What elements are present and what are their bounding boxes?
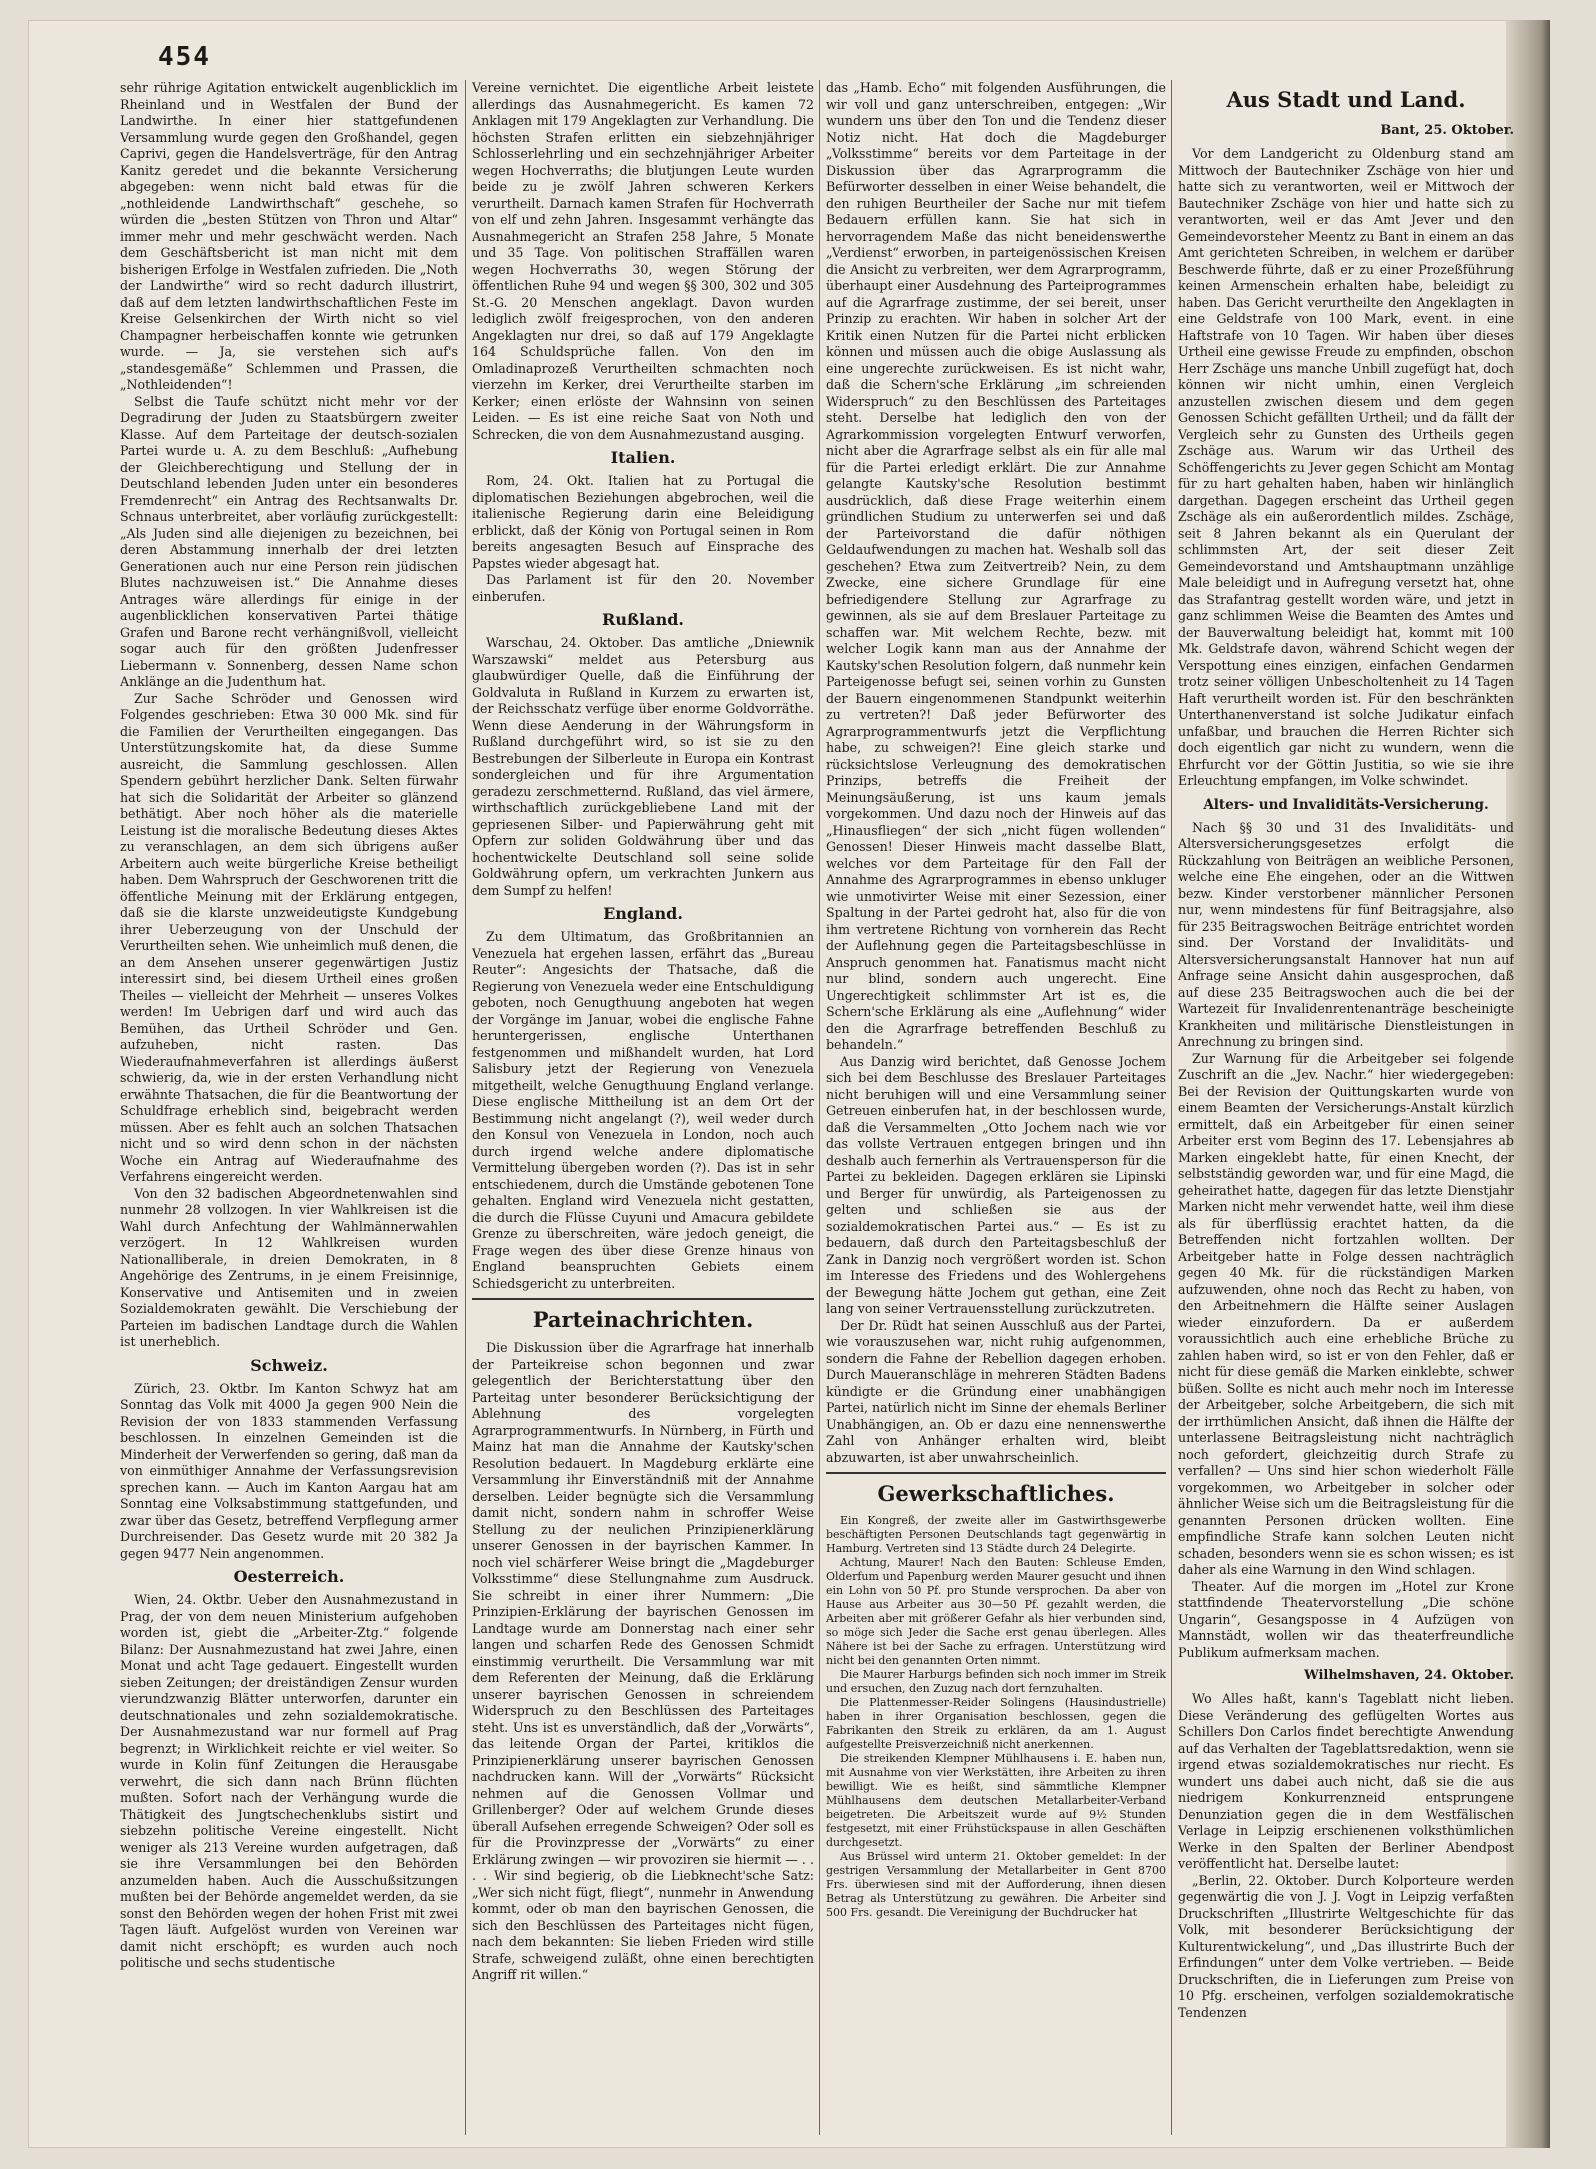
article-paragraph: Warschau, 24. Oktober. Das amtliche „Dniewnik Warszawski“ meldet aus Petersburg aus glaubwürdiger Quelle, daß die Einführung der Goldvaluta in Rußland in Kurzem zu erwarten ist, der Reichsschatz verfüge über enorme Goldvorräthe. Wenn diese Aenderung in der Währungsform in Rußland durchgeführt wird, so ist sie zu den Bestrebungen der Silberleute in Europa ein Kontrast sondergleichen und für ihre Argumentation geradezu zerschmetternd. Rußland, das viel ärmere, wirthschaftlich zurückgebliebene Land mit der gepriesenen Silber- und Papierwährung geht mit Opfern zur soliden Goldwährung über und das hochentwickelte Deutschland soll seine solide Goldwährung opfern, um verkrachten Junkern aus dem Sumpf zu helfen! <box>472 635 814 898</box>
article-paragraph: Wo Alles haßt, kann's Tageblatt nicht lieben. Diese Veränderung des geflügelten Wortes aus Schillers Don Carlos findet berechtigte Anwendung auf das Verhalten der Tageblattsredaktion, wenn sie irgend etwas sozialdemokratisches nur riecht. Es wundert uns dabei auch nicht, daß sie die aus niedrigem Konkurrenzneid entsprungene Denunziation gegen die in dem Westfälischen Verlage in Leipzig erschienenen volksthümlichen Werke in den Spalten der Berliner Abendpost veröffentlicht hat. Derselbe lautet: <box>1178 1691 1514 1871</box>
column-1 <box>120 80 458 2135</box>
column-rule <box>819 80 820 2135</box>
article-paragraph: Von den 32 badischen Abgeordnetenwahlen sind nunmehr 28 vollzogen. In vier Wahlkreisen ist die Wahl durch Anfechtung der Wahlmännerwahlen verzögert. In 12 Wahlkreisen wurden Nationalliberale, in dreien Demokraten, in 8 Angehörige des Zentrums, in je einem Freisinnige, Konservative und Antisemiten und in zweien Sozialdemokraten gewählt. Die Verschiebung der Parteien im badischen Landtage durch die Wahlen ist unerheblich. <box>120 1185 458 1349</box>
article-paragraph: Nach §§ 30 und 31 des Invaliditäts- und Altersversicherungsgesetzes erfolgt die Rückzahlung von Beiträgen an weibliche Personen, welche eine Ehe eingehen, oder an die Wittwen bezw. Kinder verstorbener männlicher Personen nur, wenn mindestens für fünf Beitragsjahre, also für 235 Beitragswochen Beiträge entrichtet worden sind. Der Vorstand der Invaliditäts- und Altersversicherungsanstalt Hannover hat nun auf Anfrage seine Ansicht dahin ausgesprochen, daß auf diese 235 Beitragswochen auch die bei der Wartezeit für Invalidenrentenanträge bescheinigte Krankheiten und militärische Dienstleistungen in Anrechnung zu bringen sind. <box>1178 819 1514 1049</box>
section-divider <box>472 1298 814 1300</box>
section-heading-oesterreich: Oesterreich. <box>233 1567 345 1586</box>
section-heading-alters-versicherung: Alters- und Invaliditäts-Versicherung. <box>1203 796 1489 813</box>
column-2 <box>472 80 814 2135</box>
dateline: Wilhelmshaven, 24. Oktober. <box>1304 1668 1514 1683</box>
article-paragraph: Aus Danzig wird berichtet, daß Genosse Jochem sich bei dem Beschlusse des Breslauer Parteitages nicht beruhigen will und eine Versammlung seiner Getreuen einberufen hat, in der beschlossen wurde, daß die Versammelten „Otto Jochem nach wie vor das vollste Vertrauen entgegen bringen und ihn deshalb auch fernerhin als Vertrauensperson für die Partei zu bekleiden. Dagegen erklären sie Lipinski und Berger für unwürdig, als Parteigenossen zu gelten und schließen sie aus der sozialdemokratischen Partei aus.“ — Es ist zu bedauern, daß durch den Parteitagsbeschluß der Zank in Danzig noch vergrößert worden ist. Schon im Interesse des Friedens und des Wohlergehens der Bewegung hätte Jochem gut gethan, eine Zeit lang von seiner Vertrauensstellung zurückzutreten. <box>826 1053 1166 1316</box>
section-heading-russland: Rußland. <box>602 610 684 629</box>
article-paragraph: Zur Sache Schröder und Genossen wird Folgendes geschrieben: Etwa 30 000 Mk. sind für die Familien der Verurtheilten eingegangen. Das Unterstützungskomite hat, da diese Summe ausreicht, die Sammlung geschlossen. Allen Spendern gebührt herzlicher Dank. Selten fürwahr hat sich die Solidarität der Arbeiter so glänzend bethätigt. Aber noch höher als die materielle Leistung ist die moralische Bedeutung dieses Aktes zu veranschlagen, an dem sich übrigens außer Arbeitern auch weite bürgerliche Kreise betheiligt haben. Dem Wahrspruch der Geschworenen tritt die öffentliche Meinung mit der Erklärung entgegen, daß sie die klarste unzweideutigste Kundgebung ihrer Ueberzeugung von der Unschuld der Verurtheilten sehen. Wie unheimlich muß denen, die an dem Ansehen unserer gegenwärtigen Justiz interessirt sind, bei diesem Urtheil eines großen Theiles — vielleicht der Mehrheit — unseres Volkes werden! Im Uebrigen darf und wird auch das Bemühen, das Urtheil Schröder und Gen. aufzuheben, nicht rasten. Das Wiederaufnahmeverfahren ist allerdings äußerst schwierig, da, wie in der ersten Verhandlung nicht erwähnte Thatsachen, die für die Beantwortung der Schuldfrage erheblich sind, beigebracht werden müssen. Aber es fehlt auch an solchen Thatsachen nicht und so wird denn schon in der nächsten Woche ein Antrag auf Wiederaufnahme des Verfahrens eingereicht werden. <box>120 690 458 1184</box>
notice-paragraph: Die Plattenmesser-Reider Solingens (Hausindustrielle) haben in ihrer Organisation beschlossen, gegen die Fabrikanten den Streik zu erklären, da am 1. August aufgestellte Preisverzeichniß nicht anerkennen. <box>826 1696 1166 1751</box>
article-paragraph: Vor dem Landgericht zu Oldenburg stand am Mittwoch der Bautechniker Zschäge von hier und hatte sich zu verantworten, weil er Mittwoch der Bautechniker Zschäge von hier und hatte sich zu verantworten, weil er das Amt Jever und den Gemeindevorsteher Meentz zu Bant in einem an das Amt gerichteten Schreiben, in welchem er darüber Beschwerde führte, daß er zu einer Prozeßführung keinen Armenschein erhalten habe, beleidigt zu haben. Das Gericht verurtheilte den Angeklagten in eine Geldstrafe von 100 Mark, event. in eine Haftstrafe von 10 Tagen. Wir haben über dieses Urtheil eine gewisse Freude zu empfinden, obschon Herr Zschäge uns manche Unbill zugefügt hat, doch können wir nicht umhin, einen Vergleich anzustellen zwischen diesem und dem gegen Genossen Schicht gefällten Urtheil; und da fällt der Vergleich sehr zu Gunsten des Urtheils gegen Zschäge aus. Warum wir das Urtheil des Schöffengerichts zu Jever gegen Schicht am Montag für zu hart gehalten haben, haben wir hinlänglich dargethan. Dagegen erscheint das Urtheil gegen Zschäge als ein außerordentlich mildes. Zschäge, seit 8 Jahren bekannt als ein Querulant der schlimmsten Art, der seit dieser Zeit Gemeindevorstand und Amtshauptmann unzählige Male beleidigt und in Aufregung versetzt hat, ohne das Strafantrag gestellt worden wäre, und jetzt in ganz schlimmen Weise die Beamten des Amtes und der Bauverwaltung beleidigt hat, kommt mit 100 Mk. Geldstrafe davon, während Schicht wegen der Verspottung eines einzigen, einfachen Gendarmen trotz seiner völligen Unbescholtenheit zu 14 Tagen Haft verurtheilt worden ist. Für den beschränkten Unterthanenverstand ist solche Judikatur einfach unfaßbar, und brauchen die Herren Richter sich doch eigentlich gar nicht zu wundern, wenn die Ehrfurcht vor der Göttin Justitia, so wie sie ihre Erleuchtung empfangen, im Volke schwindet. <box>1178 146 1514 788</box>
article-paragraph: Zürich, 23. Oktbr. Im Kanton Schwyz hat am Sonntag das Volk mit 4000 Ja gegen 900 Nein die Revision der von 1833 stammenden Verfassung beschlossen. In einzelnen Gemeinden ist die Minderheit der Verwerfenden so gering, daß man da von einmüthiger Annahme der Verfassungsrevision sprechen kann. — Auch im Kanton Aargau hat am Sonntag eine Volksabstimmung stattgefunden, und zwar über das Gesetz, betreffend Verpflegung armer Durchreisender. Das Gesetz wurde mit 20 382 Ja gegen 9477 Nein angenommen. <box>120 1380 458 1561</box>
dateline: Bant, 25. Oktober. <box>1380 123 1514 138</box>
article-paragraph: Theater. Auf die morgen im „Hotel zur Krone stattfindende Theatervorstellung „Die schöne Ungarin“, Gesangsposse in 4 Aufzügen von Mannstädt, wollen wir das theaterfreundliche Publikum aufmerksam machen. <box>1178 1578 1514 1660</box>
section-heading-stadt-und-land: Aus Stadt und Land. <box>1226 87 1466 112</box>
article-paragraph: Die Diskussion über die Agrarfrage hat innerhalb der Parteikreise schon begonnen und zwar gelegentlich der Berichterstattung über den Parteitag unter besonderer Berücksichtigung der Ablehnung des vorgelegten Agrarprogrammentwurfs. In Nürnberg, in Fürth und Mainz hat man die Annahme der Kautsky'schen Resolution bedauert. In Magdeburg erklärte eine Versammlung ihr Einverständniß mit der Annahme derselben. Leider begnügte sich die Versammlung damit nicht, sondern nahm in schroffer Weise Stellung zu der neulichen Prinzipienerklärung unserer Genossen in der bayrischen Kammer. In noch viel schärferer Weise bringt die „Magdeburger Volksstimme“ diese Stellungnahme zum Ausdruck. Sie schreibt in einer ihrer Nummern: „Die Prinzipien-Erklärung der bayrischen Genossen im Landtage wurde am Donnerstag nach einer sehr langen und scharfen Rede des Genossen Schmidt einstimmig verurtheilt. Die Versammlung war mit dem Referenten der Meinung, daß die Erklärung unserer bayrischen Genossen in schreiendem Widerspruch zu den Beschlüssen des Parteitages steht. Uns ist es unverständlich, daß der „Vorwärts“, das leitende Organ der Partei, kritiklos die Prinzipienerklärung unserer bayrischen Genossen nachdrucken kann. Will der „Vorwärts“ Rücksicht nehmen auf die Genossen Vollmar und Grillenberger? Oder auf welchem Grunde dieses überall Aufsehen erregende Schweigen? Oder soll es für die Provinzpresse der „Vorwärts“ zu einer Erklärung zwingen — wir provoziren sie hiermit — . . . . Wir sind begierig, ob die Liebknecht'sche Satz: „Wer sich nicht fügt, fliegt“, nunmehr in Anwendung kommt, oder ob man den bayrischen Genossen, die sich den Beschlüssen des Parteitages nicht fügen, nach dem bekannten: Sie lieben Frieden wird stille Strafe, schweigend zuläßt, ohne einen berechtigten Angriff rit willen.“ <box>472 1340 814 1982</box>
article-paragraph: Das Parlament ist für den 20. November einberufen. <box>472 572 814 604</box>
notice-paragraph: Achtung, Maurer! Nach den Bauten: Schleuse Emden, Olderfum und Papenburg werden Maurer gesucht und ihnen ein Lohn von 50 Pf. pro Stunde versprochen. Da aber von Hause aus Arbeiter aus 30—50 Pf. gezahlt werden, die Arbeiten aber mit größerer Gefahr als hier verbunden sind, so möge sich Jeder die Sache erst genau überlegen. Alles Nähere ist bei der Sache zu erfragen. Unterstützung wird nicht bei den genannten Orten nimmt. <box>826 1556 1166 1667</box>
article-paragraph: das „Hamb. Echo“ mit folgenden Ausführungen, die wir voll und ganz unterschreiben, entgegen: „Wir wundern uns über den Ton und die Tendenz dieser Notiz nicht. Hat doch die Magdeburger „Volksstimme“ bereits vor dem Parteitage in der Diskussion über das Agrarprogramm die Befürworter desselben in einer Weise behandelt, die den ruhigen Beurtheiler der Sache nur mit tiefem Bedauern erfüllen kann. Sie hat sich in hervorragendem Maße das nicht beneidenswerthe „Verdienst“ erworben, in parteigenössischen Kreisen die Ansicht zu verbreiten, wer dem Agrarprogramm, überhaupt einer Ausdehnung des Parteiprogrammes auf die Agrarfrage zustimme, der sei bereit, unser Prinzip zu erachten. Wir haben in solcher Art der Kritik einen Nutzen für die Partei nicht erblicken können und müssen auch die obige Auslassung als eine ungerechte zurückweisen. Es ist nicht wahr, daß die Schern'sche Erklärung „im schreienden Widerspruch“ zu den Beschlüssen des Parteitages steht. Derselbe hat lediglich den von der Agrarkommission vorgelegten Entwurf verworfen, nicht aber die Agrarfrage selbst als ein für alle mal für die Partei erledigt erklärt. Die zur Annahme gelangte Kautsky'sche Resolution bestimmt ausdrücklich, daß diese Frage weiterhin einem gründlichen Studium zu unterwerfen sei und daß der Parteivorstand die dafür nöthigen Geldaufwendungen zu machen hat. Weshalb soll das geschehen? Etwa zum Zeitvertreib? Nein, zu dem Zwecke, eine sichere Grundlage für eine befriedigendere Stellung zur Agrarfrage zu gewinnen, als sie auf dem Breslauer Parteitage zu schaffen war. Mit welchem Rechte, bezw. mit welcher Logik kann man aus der Annahme der Kautsky'schen Resolution folgern, daß nunmehr kein Parteigenosse befugt sei, seinen vorhin zu Gunsten der Bauern eingenommenen Standpunkt weiterhin zu vertreten?! Daß jeder Befürworter des Agrarprogrammentwurfs jetzt die Verpflichtung habe, zu schweigen?! Eine gleich starke und rücksichtslose Verleugnung des demokratischen Prinzips, betreffs die Freiheit der Meinungsäußerung, ist uns kaum jemals vorgekommen. Und dazu noch der Hinweis auf das „Hinausfliegen“ der sich „nicht fügen wollenden“ Genossen! Dieser Hinweis macht dasselbe Blatt, welches vor dem Parteitage für den Fall der Annahme des Agrarprogrammes in ebenso unkluger wie unmotivirter Weise mit einer Sezession, einer Spaltung in der Partei gedroht hat, also für die von ihm vertretene Richtung von vornherein das Recht der Auflehnung gegen die Parteitagsbeschlüsse in Anspruch genommen hat. Fanatismus macht nicht nur blind, sondern auch ungerecht. Eine Ungerechtigkeit schlimmster Art ist es, die Schern'sche Erklärung als eine „Auflehnung“ wider den die Agrarfrage betreffenden Beschluß zu behandeln.“ <box>826 80 1166 1052</box>
article-paragraph: Selbst die Taufe schützt nicht mehr vor der Degradirung der Juden zu Staatsbürgern zweiter Klasse. Auf dem Parteitage der deutsch-sozialen Partei wurde u. A. zu dem Beschluß: „Aufhebung der Gleichberechtigung und Stellung der in Deutschland lebenden Juden unter ein besonderes Fremdenrecht“ ein Antrag des Rechtsanwalts Dr. Schnaus unterbreitet, aber vorläufig zurückgestellt: „Als Juden sind alle diejenigen zu bezeichnen, bei deren Abstammung innerhalb der drei letzten Generationen auch nur eine Person rein jüdischen Blutes nachzuweisen ist.“ Die Annahme dieses Antrages wäre allerdings für einige in der augenblicklichen konservativen Partei thätige Grafen und Barone recht verhängnißvoll, vielleicht sogar auch für den größten Judenfresser Liebermann v. Sonnenberg, dessen Name schon Anklänge an die Judenthum hat. <box>120 393 458 689</box>
page-number: 454 <box>158 42 211 72</box>
article-paragraph: „Berlin, 22. Oktober. Durch Kolporteure werden gegenwärtig die von J. J. Vogt in Leipzig verfaßten Druckschriften „Illustrirte Weltgeschichte für das Volk, mit besonderer Berücksichtigung der Kulturentwickelung“, und „Das illustrirte Buch der Erfindungen“ unter dem Volke vertrieben. — Beide Druckschriften, die in Lieferungen zum Preise von 10 Pfg. erscheinen, verfolgen sozialdemokratische Tendenzen <box>1178 1872 1514 2020</box>
article-paragraph: Der Dr. Rüdt hat seinen Ausschluß aus der Partei, wie vorauszusehen war, nicht ruhig aufgenommen, sondern die Fahne der Rebellion dagegen erhoben. Durch Maueranschläge in mehreren Städten Badens kündigte er die Gründung einer unabhängigen Partei, natürlich nicht im Sinne der ehemals Berliner Unabhängigen, an. Ob er dazu eine nennenswerthe Zahl von Anhänger erhalten wird, bleibt abzuwarten, ist aber unwahrscheinlich. <box>826 1317 1166 1465</box>
article-paragraph: Wien, 24. Oktbr. Ueber den Ausnahmezustand in Prag, der von dem neuen Ministerium aufgehoben worden ist, giebt die „Arbeiter-Ztg.“ folgende Bilanz: Der Ausnahmezustand hat zwei Jahre, einen Monat und acht Tage gedauert. Eingestellt wurden sieben Zeitungen; der dreiständigen Zensur wurden vierundzwanzig Blätter unterworfen, darunter ein deutschnationales und zehn sozialdemokratische. Der Ausnahmezustand war nur formell auf Prag begrenzt; in Wirklichkeit reichte er viel weiter. So wurde in Kolin fünf Zeitungen die Herausgabe verwehrt, die sich dann nach Brünn flüchten mußten. Sofort nach der Verhängung wurde die Thätigkeit des Jungtschechenklubs sistirt und siebzehn politische Vereine eingestellt. Nicht weniger als 213 Vereine wurden aufgetragen, daß sie ihre Versammlungen bei den Behörden anzumelden haben. Auch die Ausschußsitzungen mußten bei der Behörde angemeldet werden, da sie sonst den Behörden wegen der hohen Frist mit zwei Tagen läuft. Aufgelöst wurden von Vereinen war damit nicht erschöpft; es wurden auch noch politische und sechs studentische <box>120 1592 458 1970</box>
notice-paragraph: Aus Brüssel wird unterm 21. Oktober gemeldet: In der gestrigen Versammlung der Metallarbeiter in Gent 8700 Frs. überwiesen sind mit der Aufforderung, ihnen diesen Betrag als Unterstützung zu gewähren. Die Arbeiter sind 500 Frs. gesandt. Die Vereinigung der Buchdrucker hat <box>826 1850 1166 1919</box>
newspaper-page <box>28 20 1550 2148</box>
article-paragraph: Zur Warnung für die Arbeitgeber sei folgende Zuschrift an die „Jev. Nachr.“ hier wiedergegeben: Bei der Revision der Quittungskarten wurde von einem Beamten der Versicherungs-Anstalt kürzlich ermittelt, daß ein Arbeitgeber für einen seiner Arbeiter erst vom Beginn des 17. Lebensjahres ab Marken eingeklebt hatte, für einen Knecht, der selbstständig geworden war, und für eine Magd, die geheirathet hatte, dagegen für das letzte Dienstjahr Marken nicht mehr verwendet hatte, weil ihm diese als für überflüssig erachtet hatten, da die Betreffenden nicht fortzahlen wollten. Der Arbeitgeber hatte in Folge dessen nachträglich gegen 40 Mk. für die rückständigen Marken aufzuwenden, ohne noch das Recht zu haben, von den Arbeitnehmern die Hälfte seiner Auslagen wieder einzufordern. Da er außerdem voraussichtlich auch eine erhebliche Brüche zu zahlen haben wird, so ist er von den Fehler, daß er nicht für diese gemäß die Marken einklebte, schwer büßen. Sollte es nicht auch mehr noch im Interesse der Arbeitgeber, solche Arbeitgebern, die sich mit der irrthümlichen Ansicht, daß ihnen die Hälfte der unterlassene Beitragsleistung nicht nachträglich noch gefordert, gleichzeitig durch Strafe zu verfallen? — Uns sind hier schon wiederholt Fälle vorgekommen, wo Arbeitgeber in solcher oder ähnlicher Weise sich um die Beitragsleistung für die genannten Personen drücken wollten. Eine empfindliche Strafe kann solchen Leuten nicht schaden, besonders wenn sie es schon wissen; es ist daher als eine Warnung in den Wind schlagen. <box>1178 1050 1514 1577</box>
section-heading-gewerkschaftliches: Gewerkschaftliches. <box>877 1481 1115 1506</box>
section-heading-italien: Italien. <box>610 448 676 467</box>
column-4 <box>1178 80 1514 2135</box>
section-heading-schweiz: Schweiz. <box>250 1355 328 1375</box>
section-divider <box>826 1472 1166 1474</box>
article-paragraph: Rom, 24. Okt. Italien hat zu Portugal die diplomatischen Beziehungen abgebrochen, weil die italienische Regierung darin eine Beleidigung erblickt, daß der König von Portugal seinen in Rom bereits angesagten Besuch auf Einsprache des Papstes wieder abgesagt hat. <box>472 473 814 571</box>
section-heading-england: England. <box>603 904 683 923</box>
column-3 <box>826 80 1166 2135</box>
article-paragraph: sehr rührige Agitation entwickelt augenblicklich im Rheinland und in Westfalen der Bund der Landwirthe. In einer hier stattgefundenen Versammlung wurde gegen den Großhandel, gegen Caprivi, gegen die Handelsverträge, für den Antrag Kanitz geredet und die bekannte Versicherung abgegeben: wenn nicht bald etwas für die „nothleidende Landwirthschaft“ geschehe, so würden die „besten Stützen von Thron und Altar“ immer mehr und mehr geschwächt werden. Nach dem Geschäftsbericht ist man nicht mit dem bisherigen Erfolge in Westfalen zufrieden. Die „Noth der Landwirthe“ wird so recht dadurch illustrirt, daß auf dem letzten landwirthschaftlichen Feste im Kreise Gelsenkirchen der Wirth nicht so viel Champagner herbeischaffen konnte wie getrunken wurde. — Ja, sie verstehen sich auf's „standesgemäße“ Schlemmen und Prassen, die „Nothleidenden“! <box>120 80 458 392</box>
column-rule <box>465 80 466 2135</box>
article-paragraph: Vereine vernichtet. Die eigentliche Arbeit leistete allerdings das Ausnahmegericht. Es kamen 72 Anklagen mit 179 Angeklagten zur Verhandlung. Die höchsten Strafen erlitten ein siebzehnjähriger Schlosserlehrling und ein sechzehnjähriger Arbeiter wegen Hochverraths; die blutjungen Leute wurden beide zu je zwölf Jahren schweren Kerkers verurtheilt. Darnach kamen Strafen für Hochverrath von elf und zehn Jahren. Insgesammt verhängte das Ausnahmegericht an Strafen 258 Jahre, 5 Monate und 35 Tage. Von politischen Straffällen waren wegen Hochverraths 30, wegen Störung der öffentlichen Ruhe 94 und wegen §§ 300, 302 und 305 St.-G. 20 Menschen angeklagt. Davon wurden lediglich zwölf freigesprochen, von den anderen Angeklagten nur drei, so daß auf 179 Angeklagte 164 Schuldsprüche fallen. Von den im Omladinaprozeß Verurtheilten schmachten noch vierzehn im Kerker, drei Verurtheilte starben im Kerker; einen erlöste der Wahnsinn von seinen Leiden. — Es ist eine reiche Saat von Noth und Schrecken, die von dem Ausnahmezustand ausging. <box>472 80 814 442</box>
notice-paragraph: Die Maurer Harburgs befinden sich noch immer im Streik und ersuchen, den Zuzug nach dort fernzuhalten. <box>826 1668 1166 1695</box>
notice-paragraph: Ein Kongreß, der zweite aller im Gastwirthsgewerbe beschäftigten Personen Deutschlands tagt gegenwärtig in Hamburg. Vertreten sind 13 Städte durch 24 Delegirte. <box>826 1514 1166 1555</box>
section-heading-parteinachrichten: Parteinachrichten. <box>532 1307 754 1332</box>
notice-paragraph: Die streikenden Klempner Mühlhausens i. E. haben nun, mit Ausnahme von vier Werkstätten, ihre Arbeiten zu ihren bewilligt. Wie es heißt, sind sämmtliche Klempner Mühlhausens dem deutschen Metallarbeiter-Verband beigetreten. Die Arbeitszeit wurde auf 9½ Stunden festgesetzt, mit einer Frühstückspause in allen Geschäften durchgesetzt. <box>826 1752 1166 1849</box>
article-paragraph: Zu dem Ultimatum, das Großbritannien an Venezuela hat ergehen lassen, erfährt das „Bureau Reuter“: Angesichts der Thatsache, daß die Regierung von Venezuela weder eine Entschuldigung geboten, noch Genugthuung angeboten hat wegen der Vorgänge im Januar, wobei die englische Fahne heruntergerissen, englische Unterthanen festgenommen und mißhandelt wurden, hat Lord Salisbury jetzt der Regierung von Venezuela mitgetheilt, welche Genugthuung England verlange. Diese englische Mittheilung ist an dem Ort der Bestimmung nicht angelangt (?), weil weder durch den Konsul von Venezuela in London, noch auch durch irgend welche andere diplomatische Vermittelung übergeben worden (?). Das ist in sehr entschiedenem, durch die Umstände gebotenen Tone gehalten. England wird Venezuela nicht gestatten, die durch die Flüsse Cuyuni und Amacura gebildete Grenze zu überschreiten, wäre jedoch geneigt, die Frage wegen des über diese Grenze hinaus von England beanspruchten Gebiets einem Schiedsgericht zu unterbreiten. <box>472 929 814 1291</box>
column-rule <box>1171 80 1172 2135</box>
